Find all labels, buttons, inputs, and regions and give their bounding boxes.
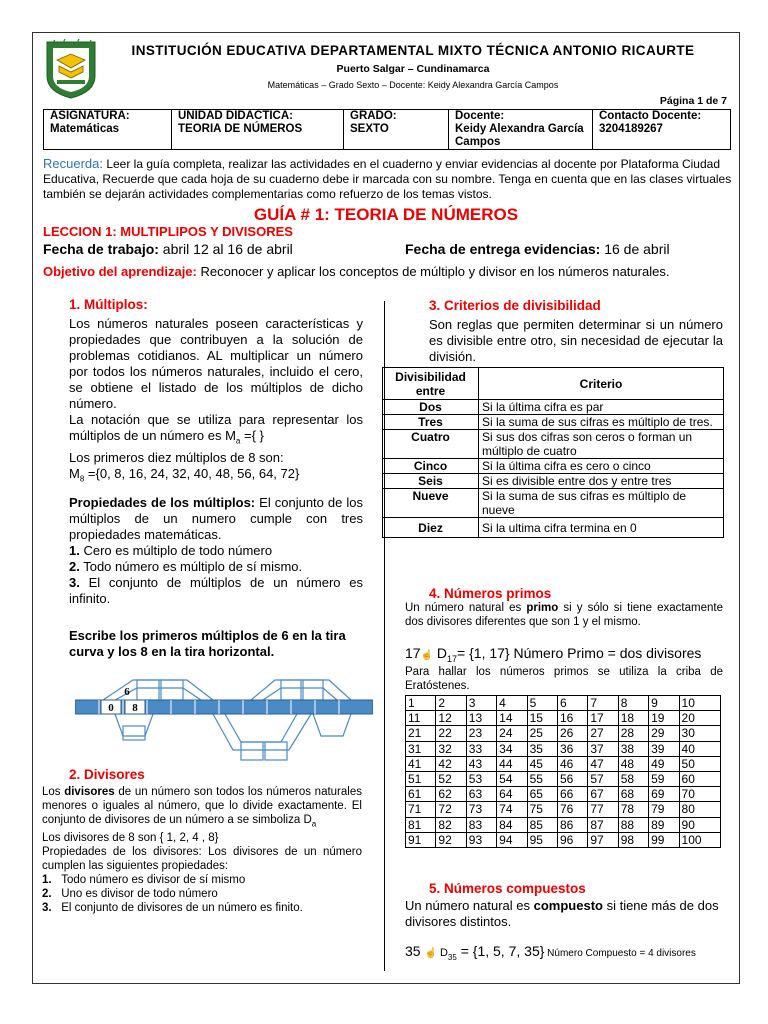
sieve-cell: 4	[497, 696, 527, 711]
primos-example: 17☝ $D_{17}= \{1$, 17} Número Primo = dos divisores	[405, 645, 702, 664]
sieve-cell: 81	[406, 817, 436, 832]
sieve-cell: 35	[527, 741, 557, 756]
document-page	[32, 32, 740, 984]
sieve-cell: 38	[618, 741, 648, 756]
table-row	[406, 832, 721, 847]
sieve-cell: 39	[649, 741, 679, 756]
strip-value-six: 6	[124, 686, 130, 698]
sieve-cell: 53	[466, 771, 496, 786]
divisor-property: 1. Todo número es divisor de sí mismo	[42, 874, 246, 887]
sieve-cell: 2	[436, 696, 466, 711]
sieve-cell: 91	[406, 832, 436, 847]
section-primos-title: 4. Números primos	[429, 586, 552, 601]
sieve-cell: 46	[557, 756, 587, 771]
sieve-cell: 6	[557, 696, 587, 711]
institution-name: INSTITUCIÓN EDUCATIVA DEPARTAMENTAL MIXTO TÉCNICA ANTONIO RICAURTE	[131, 43, 695, 58]
sieve-cell: 62	[436, 787, 466, 802]
property-item: 2. Todo número es múltiplo de sí mismo.	[69, 559, 303, 574]
section-divisores-title: 2. Divisores	[69, 767, 145, 782]
sieve-cell: 79	[649, 802, 679, 817]
sieve-cell: 49	[649, 756, 679, 771]
sieve-cell: 77	[588, 802, 618, 817]
reminder-note: Recuerda: Leer la guía completa, realizar las actividades en el cuaderno y enviar evidencias al docente por Plataforma Ciudad Educativa, Recuerde que cada hoja de su cuaderno debe ir marcada con su nombre. Tenga en cuenta que en las clases virtuales también se dejarán actividades complementarias como refuerzo de los temas vistos.	[43, 156, 732, 201]
delivery-date: Fecha de entrega evidencias: 16 de abril	[405, 241, 670, 257]
strip-value-eight: 8	[132, 702, 138, 714]
sieve-cell: 57	[588, 771, 618, 786]
sieve-cell: 50	[679, 756, 720, 771]
location: Puerto Salgar – Cundinamarca	[336, 63, 490, 75]
sieve-cell: 22	[436, 726, 466, 741]
school-shield-logo	[43, 38, 99, 100]
subject-subtitle: Matemáticas – Grado Sexto – Docente: Keidy Alexandra García Campos	[267, 80, 559, 90]
sieve-cell: 88	[618, 817, 648, 832]
sieve-cell: 58	[618, 771, 648, 786]
sieve-cell: 56	[557, 771, 587, 786]
page-number: Página 1 de 7	[659, 95, 727, 107]
sieve-cell: 97	[588, 832, 618, 847]
sieve-cell: 86	[557, 817, 587, 832]
divisor-property: 3. El conjunto de divisores de un número es finito.	[42, 902, 303, 915]
sieve-cell: 68	[618, 787, 648, 802]
learning-objective: Objetivo del aprendizaje: Reconocer y aplicar los conceptos de múltiplo y divisor en los números naturales.	[43, 264, 670, 279]
divisor-property: 2. Uno es divisor de todo número	[42, 888, 218, 901]
sieve-cell: 59	[649, 771, 679, 786]
sieve-cell: 13	[466, 711, 496, 726]
sieve-cell: 83	[466, 817, 496, 832]
sieve-cell: 64	[497, 787, 527, 802]
info-cell-unit: UNIDAD DIDACTICA: TEORIA DE NÚMEROS	[172, 110, 344, 150]
property-item: 1. Cero es múltiplo de todo número	[69, 543, 273, 558]
sieve-cell: 15	[527, 711, 557, 726]
sieve-cell: 40	[679, 741, 720, 756]
table-row: Diez Si la ultima cifra termina en 0	[383, 518, 724, 538]
sieve-cell: 51	[406, 771, 436, 786]
sieve-cell: 89	[649, 817, 679, 832]
sieve-cell: 19	[649, 711, 679, 726]
sieve-cell: 28	[618, 726, 648, 741]
sieve-cell: 11	[406, 711, 436, 726]
sieve-cell: 17	[588, 711, 618, 726]
sieve-cell: 75	[527, 802, 557, 817]
sieve-cell: 20	[679, 711, 720, 726]
table-row	[406, 711, 721, 726]
sieve-cell: 31	[406, 741, 436, 756]
sieve-cell: 54	[497, 771, 527, 786]
sieve-cell: 23	[466, 726, 496, 741]
sieve-cell: 93	[466, 832, 496, 847]
course-info-table	[43, 109, 731, 150]
multiplos-exercise: Escribe los primeros múltiplos de 6 en la tira curva y los 8 en la tira horizontal.	[69, 628, 346, 659]
section-criterios-title: 3. Criterios de divisibilidad	[429, 298, 601, 313]
sieve-cell: 26	[557, 726, 587, 741]
sieve-cell: 74	[497, 802, 527, 817]
sieve-cell: 42	[436, 756, 466, 771]
sieve-cell: 36	[557, 741, 587, 756]
multiples-strip-figure	[75, 670, 373, 770]
info-cell-subject: ASIGNATURA: Matemáticas	[44, 110, 172, 150]
sieve-cell: 37	[588, 741, 618, 756]
sieve-cell: 52	[436, 771, 466, 786]
sieve-cell: 34	[497, 741, 527, 756]
sieve-cell: 99	[649, 832, 679, 847]
compuestos-example: 35 ☝ $D_{35} = \{1$, 5, 7, 35} Número Compuesto = 4 divisores	[405, 943, 696, 962]
sieve-cell: 70	[679, 787, 720, 802]
sieve-cell: 80	[679, 802, 720, 817]
sieve-cell: 67	[588, 787, 618, 802]
sieve-cell: 92	[436, 832, 466, 847]
sieve-cell: 25	[527, 726, 557, 741]
sieve-cell: 5	[527, 696, 557, 711]
table-row: Seis Si es divisible entre dos y entre tres	[383, 474, 724, 489]
sieve-cell: 61	[406, 787, 436, 802]
table-row	[406, 817, 721, 832]
strip-value-zero: 0	[108, 702, 114, 714]
table-row	[406, 726, 721, 741]
primos-text: Un número natural es primo si y sólo si tiene exactamente dos divisores diferentes que son 1 y el mismo.	[405, 602, 723, 628]
sieve-cell: 44	[497, 756, 527, 771]
sieve-cell: 78	[618, 802, 648, 817]
sieve-cell: 72	[436, 802, 466, 817]
sieve-cell: 12	[436, 711, 466, 726]
sieve-cell: 84	[497, 817, 527, 832]
table-row	[406, 787, 721, 802]
table-row: Dos Si la última cifra es par	[383, 400, 724, 415]
divisores-text: Los divisores de un número son todos los números naturales menores o iguales al número, que lo divide exactamente. El conjunto de divisores de un número a se simboliza $D_a$ Los divisores de 8 son { 1, 2, 4 , 8} Propiedades de los divisores: Los divisores de un número cumplen las siguientes propiedades: 1. Todo número es divisor de sí mismo 2. Uno es divisor de todo número 3. El conjunto de divisores de un número es finito.	[42, 786, 362, 915]
sieve-cell: 63	[466, 787, 496, 802]
sieve-cell: 47	[588, 756, 618, 771]
sieve-cell: 41	[406, 756, 436, 771]
sieve-cell: 95	[527, 832, 557, 847]
table-row: Cuatro Si sus dos cifras son ceros o forman un múltiplo de cuatro	[383, 430, 724, 459]
sieve-cell: 27	[588, 726, 618, 741]
multiplos-properties: Propiedades de los múltiplos: El conjunto de los múltiplos de un numero cumple con tres propiedades matemáticas. 1. Cero es múltiplo de todo número 2. Todo número es múltiplo de sí mismo. 3. El conjunto de múltiplos de un número es infinito.	[69, 495, 363, 606]
sieve-cell: 32	[436, 741, 466, 756]
table-row	[406, 696, 721, 711]
sieve-cell: 30	[679, 726, 720, 741]
table-row	[406, 802, 721, 817]
primos-criba-text: Para hallar los números primos se utiliza la criba de Eratóstenes.	[405, 666, 723, 692]
sieve-cell: 69	[649, 787, 679, 802]
property-item: 3. El conjunto de múltiplos de un número es infinito.	[69, 575, 363, 606]
sieve-cell: 33	[466, 741, 496, 756]
sieve-cell: 55	[527, 771, 557, 786]
sieve-cell: 66	[557, 787, 587, 802]
multiplos-text: Los números naturales poseen características y propiedades que contribuyen a la solución de problemas cotidianos. AL multiplicar un número por todos los números naturales, incluido el cero, se obtiene el listado de los múltiplos de dicho número. La notación que se utiliza para representar los múltiplos de un número es $M_a$ ={ } Los primeros diez múltiplos de 8 son: $M_8 =\{0$, 8, 16, 24, 32, 40, 48, 56, 64, 72}	[69, 316, 363, 484]
sieve-cell: 18	[618, 711, 648, 726]
sieve-cell: 24	[497, 726, 527, 741]
sieve-cell: 94	[497, 832, 527, 847]
section-multiplos-title: 1. Múltiplos:	[69, 297, 148, 312]
section-compuestos-title: 5. Números compuestos	[429, 881, 586, 896]
table-row	[406, 756, 721, 771]
sieve-cell: 3	[466, 696, 496, 711]
sieve-cell: 87	[588, 817, 618, 832]
criterios-intro: Son reglas que permiten determinar si un número es divisible entre otro, sin necesidad de ejecutar la división.	[429, 317, 723, 364]
sieve-cell: 21	[406, 726, 436, 741]
sieve-cell: 29	[649, 726, 679, 741]
sieve-cell: 65	[527, 787, 557, 802]
compuestos-text: Un número natural es compuesto si tiene más de dos divisores distintos.	[405, 898, 719, 929]
sieve-cell: 100	[679, 832, 720, 847]
sieve-cell: 43	[466, 756, 496, 771]
sieve-cell: 14	[497, 711, 527, 726]
table-row: Nueve Si la suma de sus cifras es múltiplo de nueve	[383, 489, 724, 518]
table-row: Tres Si la suma de sus cifras es múltiplo de tres.	[383, 415, 724, 430]
sieve-cell: 71	[406, 802, 436, 817]
info-cell-contact: Contacto Docente: 3204189267	[593, 110, 731, 150]
pointer-hand-icon: ☝	[420, 650, 434, 661]
pointer-hand-icon: ☝	[424, 948, 437, 959]
sieve-cell: 96	[557, 832, 587, 847]
sieve-cell: 85	[527, 817, 557, 832]
sieve-cell: 1	[406, 696, 436, 711]
table-row	[406, 741, 721, 756]
sieve-cell: 45	[527, 756, 557, 771]
sieve-cell: 82	[436, 817, 466, 832]
sieve-cell: 7	[588, 696, 618, 711]
guide-title: GUÍA # 1: TEORIA DE NÚMEROS	[253, 205, 519, 224]
sieve-cell: 73	[466, 802, 496, 817]
sieve-table	[405, 695, 721, 848]
sieve-cell: 90	[679, 817, 720, 832]
divisibility-table	[382, 367, 724, 538]
info-cell-teacher: Docente: Keidy Alexandra García Campos	[449, 110, 593, 150]
sieve-cell: 9	[649, 696, 679, 711]
sieve-cell: 60	[679, 771, 720, 786]
work-date: Fecha de trabajo: abril 12 al 16 de abril	[43, 241, 293, 257]
info-cell-grade: GRADO: SEXTO	[344, 110, 449, 150]
sieve-cell: 76	[557, 802, 587, 817]
table-row	[406, 771, 721, 786]
sieve-cell: 16	[557, 711, 587, 726]
table-row: Cinco Si la última cifra es cero o cinco	[383, 459, 724, 474]
sieve-cell: 10	[679, 696, 720, 711]
sieve-cell: 48	[618, 756, 648, 771]
sieve-cell: 98	[618, 832, 648, 847]
sieve-cell: 8	[618, 696, 648, 711]
lesson-title: LECCION 1: MULTIPLIPOS Y DIVISORES	[43, 224, 293, 239]
table-header-row: Divisibilidad entre Criterio	[383, 368, 724, 400]
